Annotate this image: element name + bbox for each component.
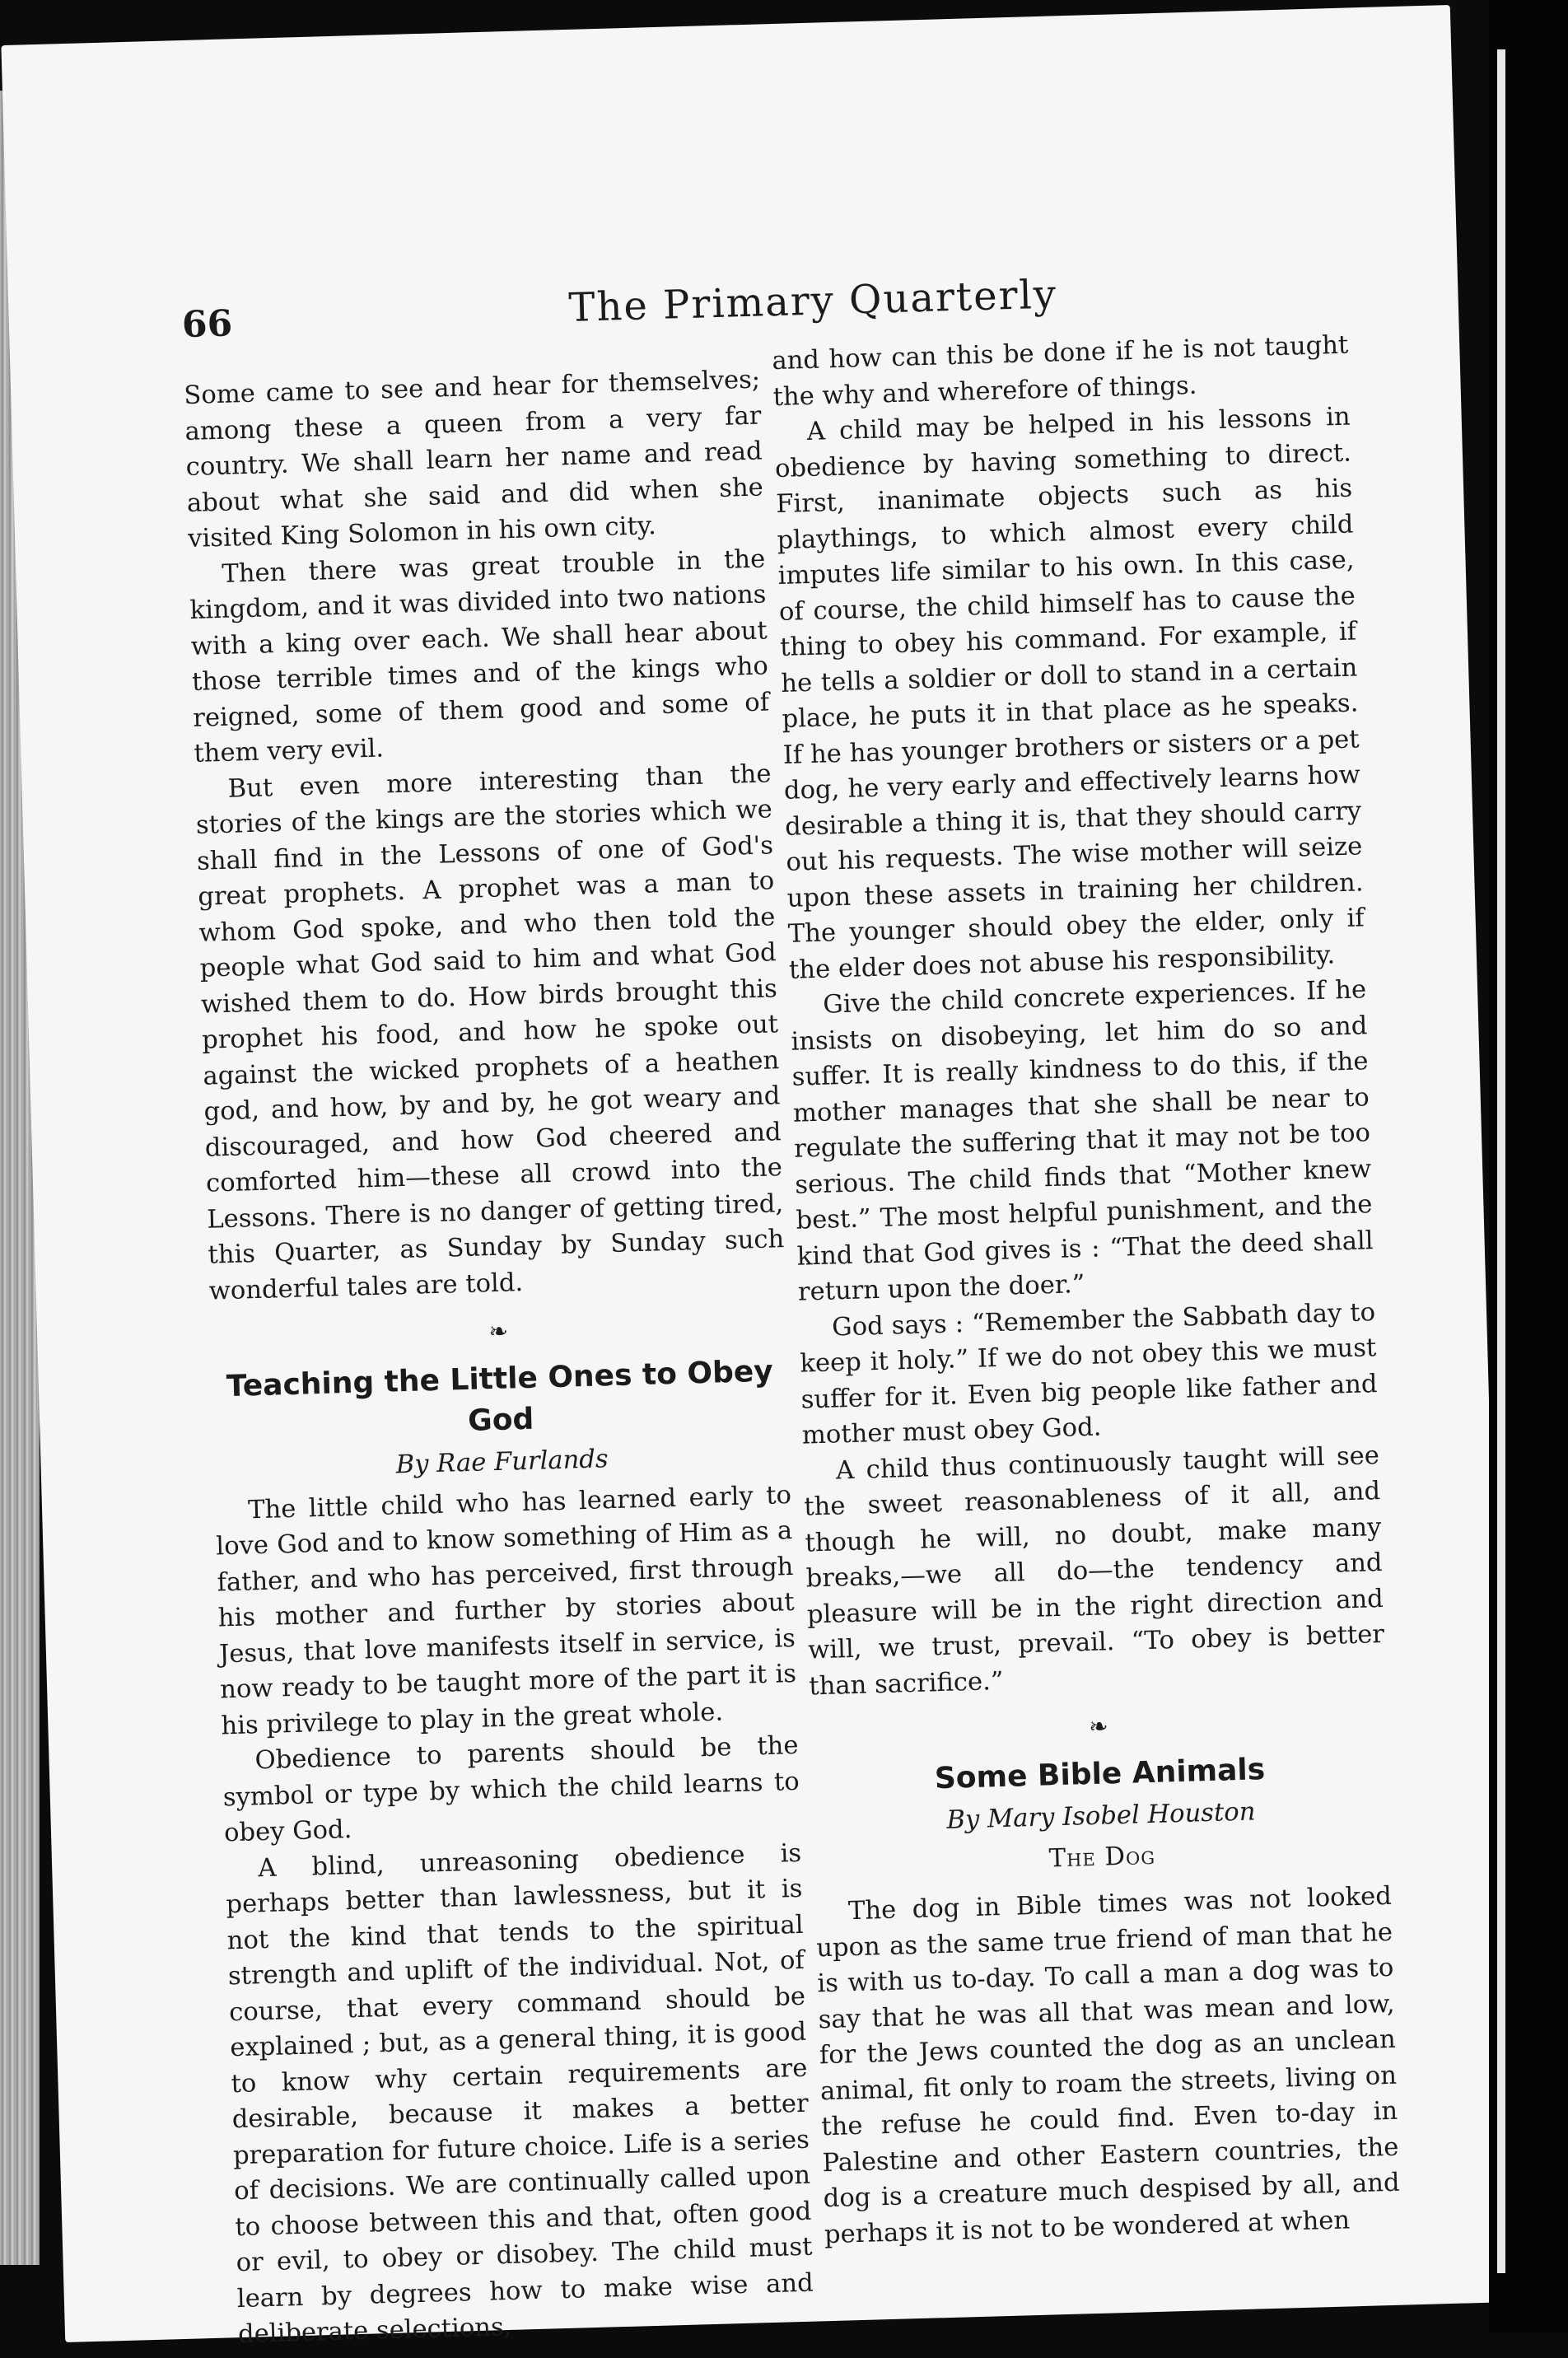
book-page bbox=[1, 5, 1514, 2350]
paragraph: A blind, unreasoning obedience is perhaps better than lawlessness, but it is not the kind that tends to the spiritual strength and uplift of the individual. Not, of course, that every command should be explained ; but, as a general thing, it is good to know why certain requirements are desirable, because it makes a better preparation for future choice. Life is a series of decisions. We are continually called upon to choose between this and that, often good or evil, to obey or disobey. The child must learn by degrees how to make wise and deliberate selections, bbox=[226, 1838, 814, 2350]
left-column bbox=[184, 362, 815, 2353]
paragraph: and how can this be done if he is not taught the why and wherefore of things. bbox=[771, 330, 1349, 412]
section-divider-ornament: ❧ bbox=[488, 1317, 509, 1346]
paragraph: Give the child concrete experiences. If he insists on disobeying, let him do so and suffer. It is really kindness to do this, if the mother manages that she shall be near to regulate the suffering that it may not be too serious. The child finds that “Mother knew best.” The most helpful punishment, and the kind that God gives is : “That the deed shall return upon the doer.” bbox=[791, 975, 1374, 1307]
paragraph: The dog in Bible times was not looked upon as the same true friend of man that he is with us to-day. To call a man a dog was to say that he was all that was mean and low, for the Jews counted the dog as an unclean animal, fit only to roam the streets, living on the refuse he could find. Even to-day in Palestine and other Eastern countries, the dog is a creature much despised by all, and perhaps it is not to be wondered at when bbox=[815, 1881, 1401, 2249]
scan-border bbox=[1489, 0, 1568, 2332]
page-number: 66 bbox=[181, 302, 233, 347]
paragraph: The little child who has learned early to love God and to know something of Him as a father, and who has perceived, first through his mother and further by stories about Jesus, that love manifests itself in service, is now ready to be taught more of the part it is his privilege to play in the great whole. bbox=[215, 1480, 797, 1740]
paragraph: A child may be helped in his lessons in obedience by having something to direct. First, inanimate objects such as his playthings, to which almost every child imputes life similar to his own. In this case, of course, the child himself has to cause the thing to obey his command. For example, if he tells a soldier or doll to stand in a certain place, he puts it in that place as he speaks. If he has younger brothers or sisters or a pet dog, he very early and effectively learns how desirable a thing it is, that they should carry out his requests. The wise mother will seize upon these assets in training her children. The younger should obey the elder, only if the elder does not abuse his responsibility. bbox=[774, 402, 1365, 985]
article-byline: By Rae Furlands bbox=[395, 1445, 609, 1480]
paragraph: Then there was great trouble in the kingdom, and it was divided into two nations with a king over each. We shall hear about those terrible times and of the kings who reigned, some of them good and some of them very evil. bbox=[189, 544, 770, 768]
paragraph: God says : “Remember the Sabbath day to keep it holy.” If we do not obey this we must suffer for it. Even big people like father and mother must obey God. bbox=[799, 1297, 1378, 1450]
paragraph: Some came to see and hear for themselves; among these a queen from a very far country. We shall learn her name and read about what she said and did when she visited King Solomon in his own city. bbox=[183, 365, 764, 554]
adjacent-page-edge bbox=[1497, 49, 1505, 2273]
article-title-obey-god: Teaching the Little Ones to Obey God bbox=[226, 1354, 774, 1438]
article-title-bible-animals: Some Bible Animals bbox=[934, 1753, 1266, 1796]
section-divider-ornament: ❧ bbox=[1088, 1712, 1109, 1741]
paragraph: A child thus continuously taught will see the sweet reasonableness of it all, and though he will, no doubt, make many breaks,—we all do—the tendency and pleasure will be in the right direction and will, we trust, prevail. “To obey is better than sacrifice.” bbox=[803, 1440, 1385, 1701]
paragraph: Obedience to parents should be the symbol or type by which the child learns to obey God. bbox=[222, 1730, 800, 1848]
article-byline: By Mary Isobel Houston bbox=[946, 1797, 1256, 1835]
paragraph: But even more interesting than the stories of the kings are the stories which we shall find in the Lessons of one of God's great prophets. A prophet was a man to whom God spoke, and who then told the people what God said to him and what God wished them to do. How birds brought this prophet his food, and how he spoke out against the wicked prophets of a heathen god, and how, by and by, he got weary and discouraged, and how God cheered and comforted him—these all crowd into the Lessons. There is no danger of getting tired, this Quarter, as Sunday by Sunday such wonderful tales are told. bbox=[195, 759, 785, 1306]
running-head: The Primary Quarterly bbox=[567, 271, 1058, 331]
article-subhead: The Dog bbox=[1048, 1841, 1156, 1873]
right-column bbox=[772, 328, 1401, 2253]
